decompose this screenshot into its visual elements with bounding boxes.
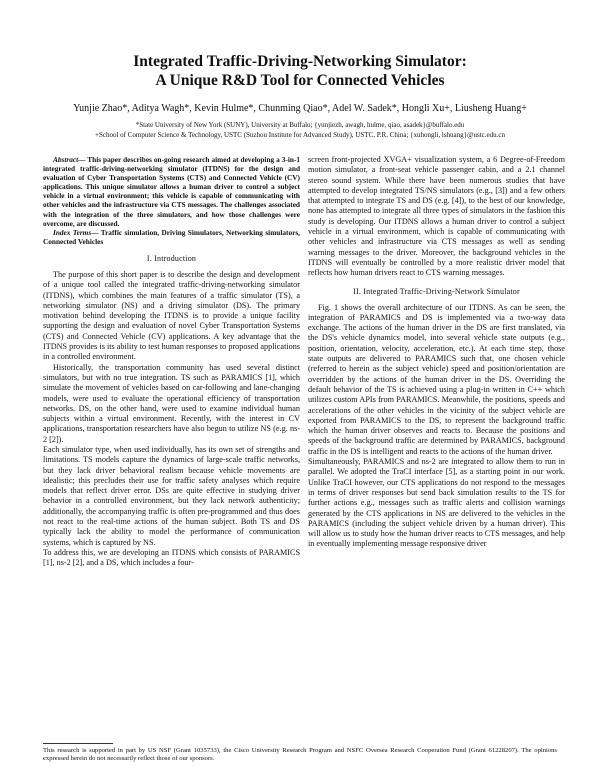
abstract-text: — This paper describes on-going research aimed at developing a 3-in-1 integrated traffic-driving-networking simulator (ITDNS) for the design and evaluation of Cyber Transportation Systems (CTS) and Connected Vehicle (CV) applications. This unique simulator allows a human driver to control a subject vehicle in a virtual environment; this vehicle is capable of communicating with other vehicles and the infrastructure via CTS messages. The challenges associated with the integration of the three simulators, and how those challenges were overcome, are discussed. (43, 155, 300, 228)
funding-footnote: This research is supported in part by US NSF (Grant 1035733), the Cisco University Research Program and NSFC Oversea Research Cooperation Fund (Grant 61228207). The opinions expressed herein do not necessarily reflect those of our sponsors. (43, 747, 557, 763)
left-column (43, 155, 300, 569)
index-terms (43, 228, 300, 246)
intro-paragraph-1: The purpose of this short paper is to describe the design and development of a unique tool called the integrated traffic-driving-networking simulator (ITDNS), which combines the main features of a traffic simulator (TS), a networking simulator (NS) and a driving simulator (DS). The primary motivation behind developing the ITDNS is to provide a unique facility supporting the design and evaluation of novel Cyber Transportation Systems (CTS) and Connected Vehicle (CV) applications. A key advantage that the ITDNS provides is its ability to test human responses to proposed applications in a controlled environment. (43, 269, 300, 362)
title-line-2: A Unique R&D Tool for Connected Vehicles (155, 72, 445, 89)
section-heading-introduction: I. Introduction (146, 253, 197, 263)
affiliation-ustc: +School of Computer Science & Technology, USTC (Suzhou Institute for Advanced Study), USTC, P.R. China; {xuhongli, lshuang}@ustc.edu.cn (95, 131, 505, 139)
intro-paragraph-2: Historically, the transportation community has used several distinct simulators, but with no true integration. TS such as PARAMICS [1], which simulate the movement of vehicles based on car-following and lane-changing models, were used to evaluate the operational efficiency of transportation networks. DS, on the other hand, were used to examine individual human subjects within a virtual environment. Recently, with the interest in CV applications, transportation researchers have also begun to utilize NS (e.g. ns-2 [2]). (43, 362, 300, 444)
abstract (43, 155, 300, 228)
intro-paragraph-4: To address this, we are developing an ITDNS which consists of PARAMICS [1], ns-2 [2], and a DS, which includes a four- (43, 547, 300, 568)
paper-title (40, 52, 560, 90)
section-heading-architecture: II. Integrated Traffic-Driving-Network Simulator (353, 286, 520, 296)
title-line-1: Integrated Traffic-Driving-Networking Simulator: (133, 53, 467, 70)
affiliation-suny: *State University of New York (SUNY), University at Buffalo; {yunjiezh, awagh, hulme, qiao, asadek}@buffalo.edu (135, 121, 465, 129)
architecture-paragraph-2: Simultaneously, PARAMICS and ns-2 are integrated to allow them to run in parallel. We adopted the TraCI interface [5], as a starting point in our work. Unlike TraCI however, our CTS applications do not respond to the messages in terms of driver responses but send back simulation results to the TS for further actions e.g., messages such as traffic alerts and collision warnings generated by the CTS applications in NS are delivered to the vehicles in the PARAMICS (including the subject vehicle driven by a human driver). This will allow us to study how the human driver reacts to CTS messages, and help in eventually implementing message responsive driver (308, 457, 565, 549)
intro-paragraph-3: Each simulator type, when used individually, has its own set of strengths and limitations. TS models capture the dynamics of large-scale traffic networks, but they lack driver behavioral realism because vehicle movements are idealistic; this precludes their use for traffic safety analyses which require models that reflect driver error. DSs are quite effective in studying driver behavior in a controlled environment, but they lack network authenticity; additionally, the accompanying traffic is often pre-programmed and thus does not react to the real-time actions of the human subject. Both TS and DS typically lack the ability to model the performance of communication systems, which is captured by NS. (43, 444, 300, 547)
abstract-label: Abstract (53, 155, 79, 164)
author-list: Yunjie Zhao*, Aditya Wagh*, Kevin Hulme*, Chunming Qiao*, Adel W. Sadek*, Hongli Xu+, Liusheng Huang+ (73, 103, 527, 114)
index-terms-label: Index Terms (53, 227, 92, 237)
index-terms-text: — Traffic simulation, Driving Simulators, Networking simulators, Connected Vehicles (43, 227, 300, 246)
footnote-divider (43, 743, 113, 744)
intro-paragraph-continued: screen front-projected XVGA+ visualization system, a 6 Degree-of-Freedom motion simulator, a front-seat vehicle passenger cabin, and a 2.1 channel stereo sound system. While there have been numerous studies that have attempted to develop integrated TS/NS simulators (e.g., [3]) and a few others that attempted to integrate TS and DS (e.g. [4]), to the best of our knowledge, none has attempted to integrate all three types of simulators in the fashion this study is developing. Our ITDNS allows a human driver to control a subject vehicle in a virtual environment, which is capable of communicating with other vehicles and infrastructure via CTS messages as well as sending warning messages to the driver. Moreover, the background vehicles in the ITDNS will eventually be controlled by a more realistic driver model that reflects how human drivers react to CTS warning messages. (308, 155, 565, 278)
right-column (308, 155, 565, 550)
architecture-paragraph-1: Fig. 1 shows the overall architecture of our ITDNS. As can be seen, the integration of PARAMICS and DS is implemented via a two-way data exchange. The actions of the human driver in the DS are first translated, via the DS's vehicle dynamics model, into several vehicle state outputs (e.g., position, orientation, velocity, acceleration, etc.). At each time step, those state outputs are delivered to PARAMICS such that, one chosen vehicle (referred to herein as the subject vehicle) speed and position/orientation are overridden by the actions of the human driver in the DS. Overriding the default behavior of the TS is achieved using a plug-in written in C++ which utilizes custom APIs from PARAMICS. Meanwhile, the positions, speeds and accelerations of the other vehicles in the vicinity of the subject vehicle are exported from PARAMICS to the DS, to represent the background traffic which the human driver observes and reacts to. Because the positions and speeds of the background traffic are determined by PARAMICS, background traffic in the DS is intelligent and reacts to the actions of the human driver. (308, 302, 565, 456)
